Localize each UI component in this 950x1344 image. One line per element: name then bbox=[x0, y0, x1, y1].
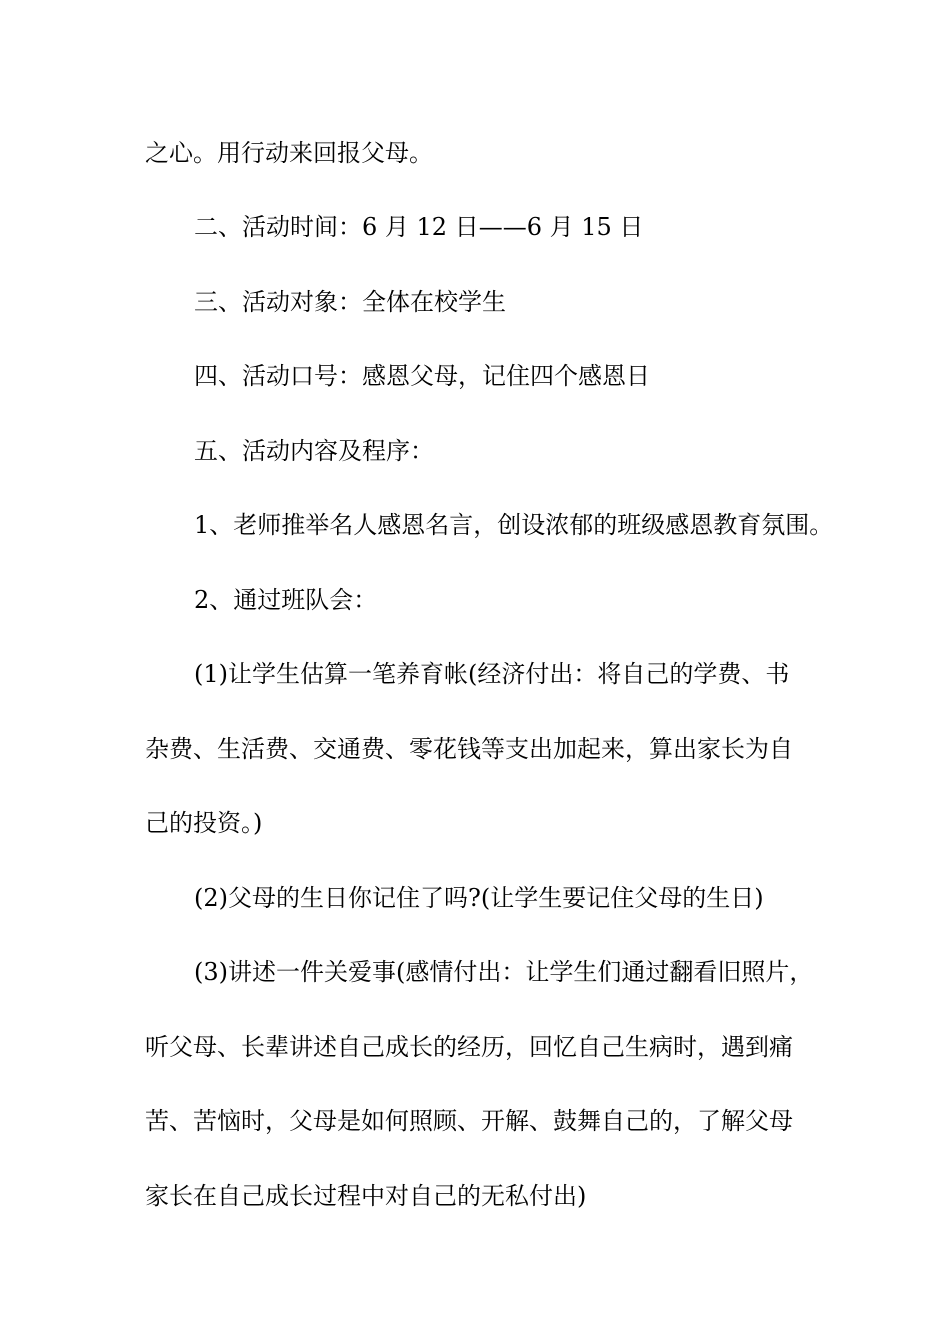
text-line-subitem-3-cont-c: 家长在自己成长过程中对自己的无私付出) bbox=[145, 1182, 587, 1210]
text-line-item-2: 2、通过班队会： bbox=[194, 586, 378, 614]
text-line-item-1: 1、老师推举名人感恩名言，创设浓郁的班级感恩教育氛围。 bbox=[194, 511, 834, 539]
text-line-activity-content-heading: 五、活动内容及程序： bbox=[194, 437, 434, 465]
text-line-activity-slogan: 四、活动口号：感恩父母，记住四个感恩日 bbox=[194, 362, 650, 390]
text-line-subitem-3-cont-a: 听父母、长辈讲述自己成长的经历，回忆自己生病时，遇到痛 bbox=[145, 1033, 793, 1061]
text-line-subitem-3-cont-b: 苦、苦恼时，父母是如何照顾、开解、鼓舞自己的，了解父母 bbox=[145, 1107, 793, 1135]
text-line-activity-time: 二、活动时间：6 月 12 日——6 月 15 日 bbox=[194, 213, 644, 241]
text-line-continuation: 之心。用行动来回报父母。 bbox=[145, 139, 433, 167]
text-line-subitem-1-cont-b: 己的投资。) bbox=[145, 809, 263, 837]
text-line-subitem-1: (1)让学生估算一笔养育帐(经济付出：将自己的学费、书 bbox=[194, 660, 790, 688]
text-line-subitem-1-cont-a: 杂费、生活费、交通费、零花钱等支出加起来，算出家长为自 bbox=[145, 735, 793, 763]
text-line-subitem-2: (2)父母的生日你记住了吗?(让学生要记住父母的生日) bbox=[194, 884, 764, 912]
text-line-subitem-3: (3)讲述一件关爱事(感情付出：让学生们通过翻看旧照片， bbox=[194, 958, 814, 986]
text-line-activity-target: 三、活动对象：全体在校学生 bbox=[194, 288, 506, 316]
